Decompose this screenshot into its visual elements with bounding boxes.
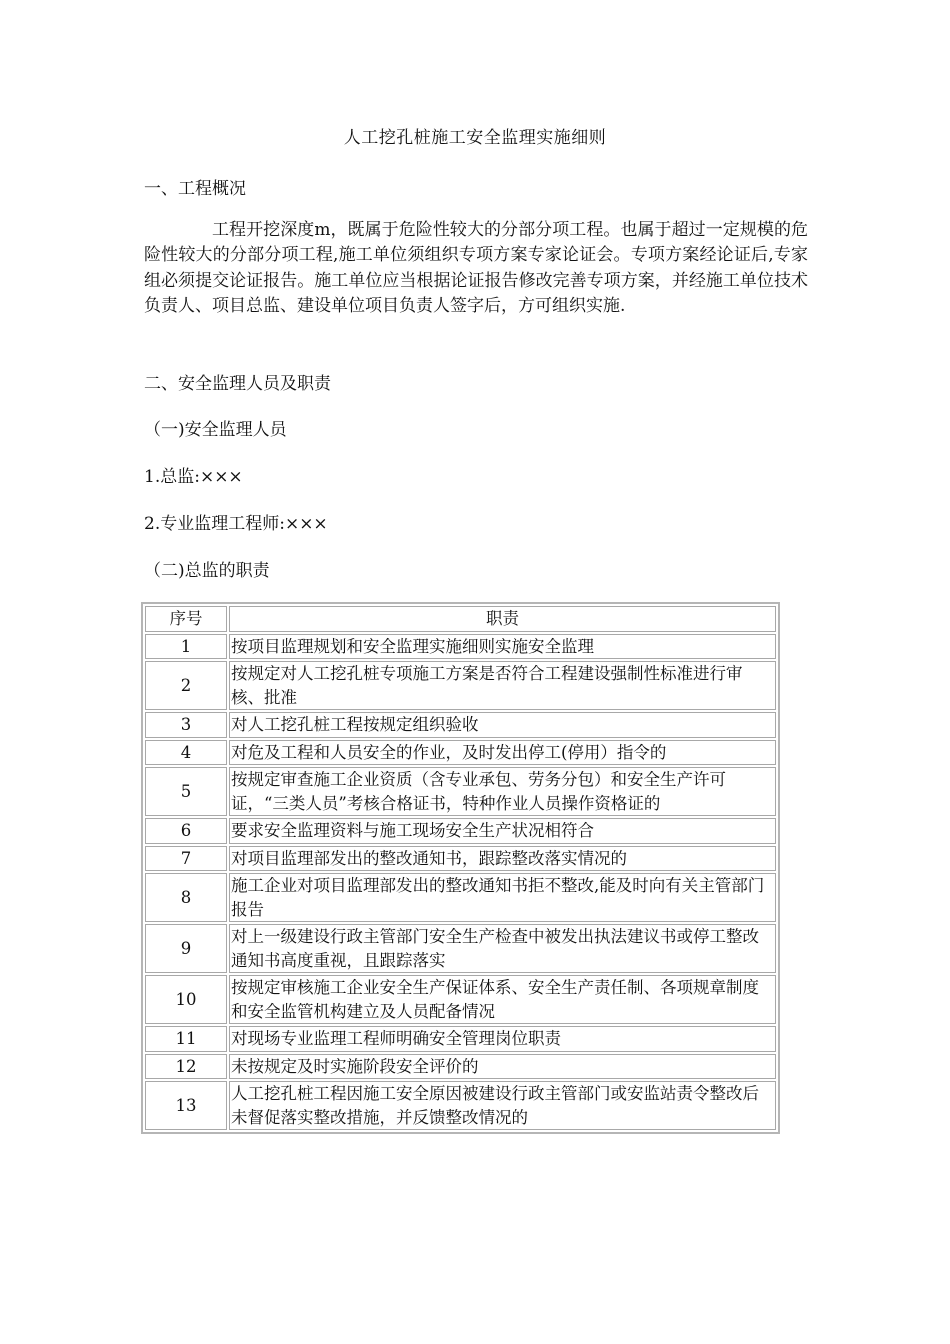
table-row bbox=[145, 661, 776, 710]
row-duty: 对人工挖孔桩工程按规定组织验收 bbox=[229, 712, 776, 738]
table-row bbox=[145, 1054, 776, 1080]
row-duty: 按规定对人工挖孔桩专项施工方案是否符合工程建设强制性标准进行审核、批准 bbox=[229, 661, 776, 710]
section-heading-overview: 一、工程概况 bbox=[144, 179, 246, 199]
person-chief-supervisor: 1.总监:××× bbox=[144, 467, 243, 487]
table-row bbox=[145, 846, 776, 872]
table-row bbox=[145, 1081, 776, 1130]
table-row bbox=[145, 975, 776, 1024]
row-duty: 按规定审查施工企业资质（含专业承包、劳务分包）和安全生产许可证，“三类人员”考核合格证书，特种作业人员操作资格证的 bbox=[229, 767, 776, 816]
row-number: 10 bbox=[145, 975, 227, 1024]
row-duty: 对现场专业监理工程师明确安全管理岗位职责 bbox=[229, 1026, 776, 1052]
table-row bbox=[145, 767, 776, 816]
document-title: 人工挖孔桩施工安全监理实施细则 bbox=[343, 128, 607, 148]
subheading-personnel: （一)安全监理人员 bbox=[144, 420, 287, 440]
row-number: 8 bbox=[145, 873, 227, 922]
overview-paragraph: 工程开挖深度m，既属于危险性较大的分部分项工程。也属于超过一定规模的危险性较大的分部分项工程,施工单位须组织专项方案专家论证会。专项方案经论证后,专家组必须提交论证报告。施工单位应当根据论证报告修改完善专项方案，并经施工单位技术负责人、项目总监、建设单位项目负责人签字后，方可组织实施. bbox=[144, 220, 808, 317]
table-header-row bbox=[145, 606, 776, 632]
row-number: 3 bbox=[145, 712, 227, 738]
row-duty: 按规定审核施工企业安全生产保证体系、安全生产责任制、各项规章制度和安全监管机构建立及人员配备情况 bbox=[229, 975, 776, 1024]
table-row bbox=[145, 634, 776, 660]
row-duty: 要求安全监理资料与施工现场安全生产状况相符合 bbox=[229, 818, 776, 844]
person-specialist-engineer: 2.专业监理工程师:××× bbox=[144, 514, 328, 534]
row-number: 5 bbox=[145, 767, 227, 816]
row-number: 2 bbox=[145, 661, 227, 710]
row-duty: 未按规定及时实施阶段安全评价的 bbox=[229, 1054, 776, 1080]
table-row bbox=[145, 818, 776, 844]
row-duty: 施工企业对项目监理部发出的整改通知书拒不整改,能及时向有关主管部门报告 bbox=[229, 873, 776, 922]
subheading-chief-duties: （二)总监的职责 bbox=[144, 561, 270, 581]
row-number: 11 bbox=[145, 1026, 227, 1052]
row-number: 12 bbox=[145, 1054, 227, 1080]
row-number: 9 bbox=[145, 924, 227, 973]
table-row bbox=[145, 873, 776, 922]
row-number: 13 bbox=[145, 1081, 227, 1130]
row-duty: 对危及工程和人员安全的作业，及时发出停工(停用）指令的 bbox=[229, 740, 776, 766]
row-number: 6 bbox=[145, 818, 227, 844]
row-duty: 对项目监理部发出的整改通知书，跟踪整改落实情况的 bbox=[229, 846, 776, 872]
row-number: 4 bbox=[145, 740, 227, 766]
table-row bbox=[145, 712, 776, 738]
row-duty: 对上一级建设行政主管部门安全生产检查中被发出执法建议书或停工整改通知书高度重视，且跟踪落实 bbox=[229, 924, 776, 973]
duties-table bbox=[141, 602, 780, 1134]
header-number: 序号 bbox=[145, 606, 227, 632]
header-duty: 职责 bbox=[229, 606, 776, 632]
table-row bbox=[145, 740, 776, 766]
table-row bbox=[145, 924, 776, 973]
row-number: 1 bbox=[145, 634, 227, 660]
section-heading-personnel: 二、安全监理人员及职责 bbox=[144, 374, 331, 394]
row-duty: 按项目监理规划和安全监理实施细则实施安全监理 bbox=[229, 634, 776, 660]
row-number: 7 bbox=[145, 846, 227, 872]
table-row bbox=[145, 1026, 776, 1052]
row-duty: 人工挖孔桩工程因施工安全原因被建设行政主管部门或安监站责令整改后未督促落实整改措施，并反馈整改情况的 bbox=[229, 1081, 776, 1130]
